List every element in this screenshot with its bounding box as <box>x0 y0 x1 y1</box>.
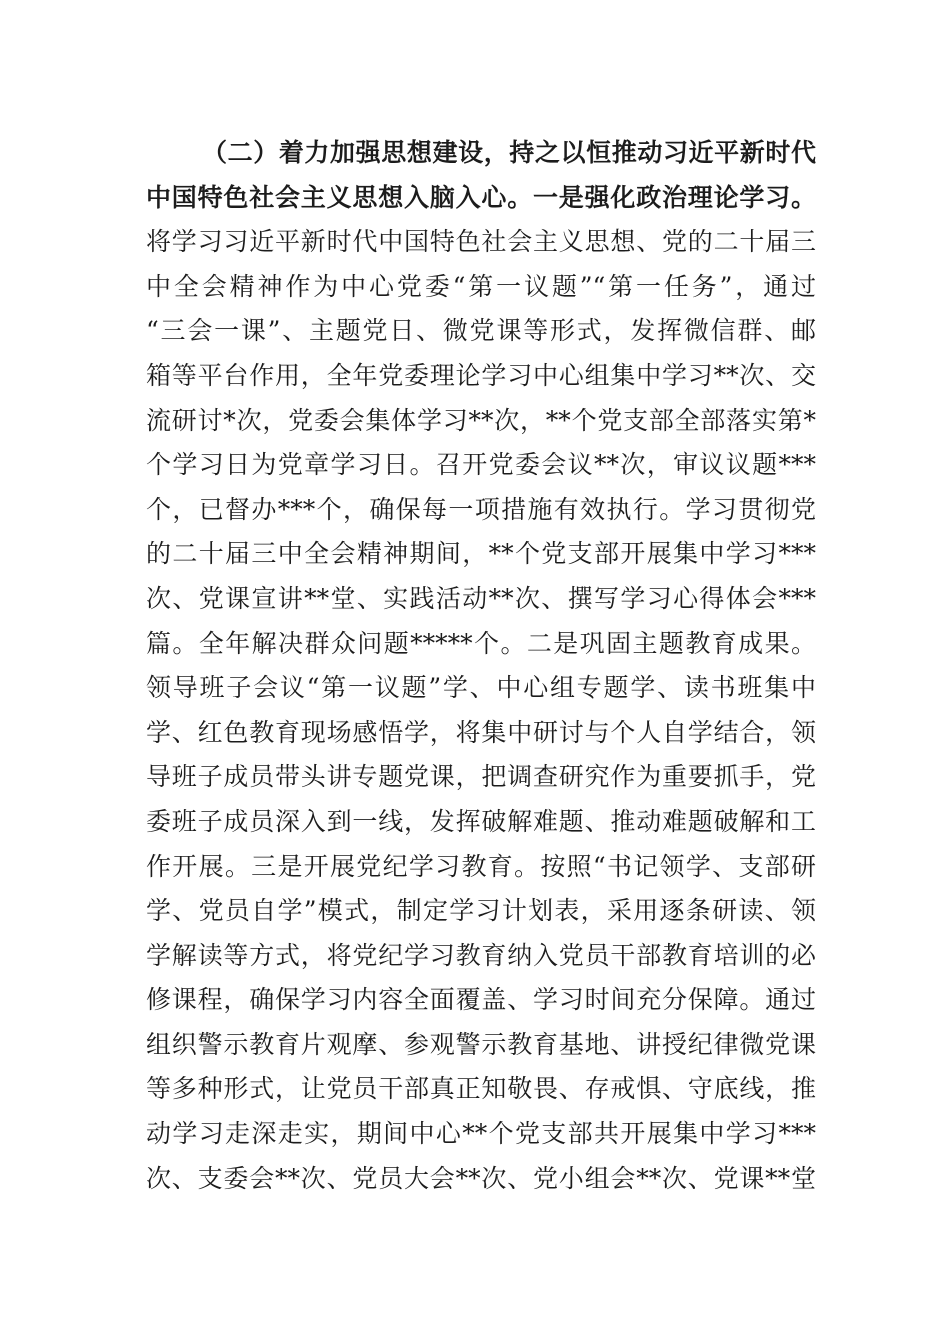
text-line: 修课程，确保学习内容全面覆盖、学习时间充分保障。通过 <box>146 985 816 1015</box>
text-line: 作开展。三是开展党纪学习教育。按照“书记领学、支部研 <box>146 851 816 881</box>
text-line: 委班子成员深入到一线，发挥破解难题、推动难题破解和工 <box>146 806 816 836</box>
text-line: 个学习日为党章学习日。召开党委会议**次，审议议题*** <box>146 450 816 480</box>
text-line: 次、党课宣讲**堂、实践活动**次、撰写学习心得体会*** <box>146 583 816 613</box>
text-line: 的二十届三中全会精神期间，**个党支部开展集中学习*** <box>146 539 816 569</box>
text-line: 学、红色教育现场感悟学，将集中研讨与个人自学结合，领 <box>146 717 816 747</box>
text-line: 将学习习近平新时代中国特色社会主义思想、党的二十届三 <box>146 227 816 257</box>
text-line: 中国特色社会主义思想入脑入心。一是强化政治理论学习。 <box>146 182 816 212</box>
text-line: 流研讨*次，党委会集体学习**次，**个党支部全部落实第* <box>146 405 816 435</box>
section-heading-line: （二）着力加强思想建设，持之以恒推动习近平新时代 <box>202 138 816 167</box>
text-line: 篇。全年解决群众问题*****个。二是巩固主题教育成果。 <box>146 628 816 658</box>
text-line: 学解读等方式，将党纪学习教育纳入党员干部教育培训的必 <box>146 940 816 970</box>
text-line: 领导班子会议“第一议题”学、中心组专题学、读书班集中 <box>146 673 816 703</box>
body-paragraph <box>146 131 816 1201</box>
text-line: 箱等平台作用，全年党委理论学习中心组集中学习**次、交 <box>146 360 816 390</box>
text-line: 动学习走深走实，期间中心**个党支部共开展集中学习*** <box>146 1119 816 1149</box>
text-line: 中全会精神作为中心党委“第一议题”“第一任务”，通过 <box>146 271 817 301</box>
text-line: 导班子成员带头讲专题党课，把调查研究作为重要抓手，党 <box>146 762 816 792</box>
text-line: 次、支委会**次、党员大会**次、党小组会**次、党课**堂 <box>146 1163 816 1193</box>
text-line: “三会一课”、主题党日、微党课等形式，发挥微信群、邮 <box>146 316 816 346</box>
text-line: 等多种形式，让党员干部真正知敬畏、存戒惧、守底线，推 <box>146 1074 816 1104</box>
text-line: 学、党员自学”模式，制定学习计划表，采用逐条研读、领 <box>146 896 816 926</box>
text-line: 组织警示教育片观摩、参观警示教育基地、讲授纪律微党课 <box>146 1029 816 1059</box>
text-line: 个，已督办***个，确保每一项措施有效执行。学习贯彻党 <box>146 494 816 524</box>
